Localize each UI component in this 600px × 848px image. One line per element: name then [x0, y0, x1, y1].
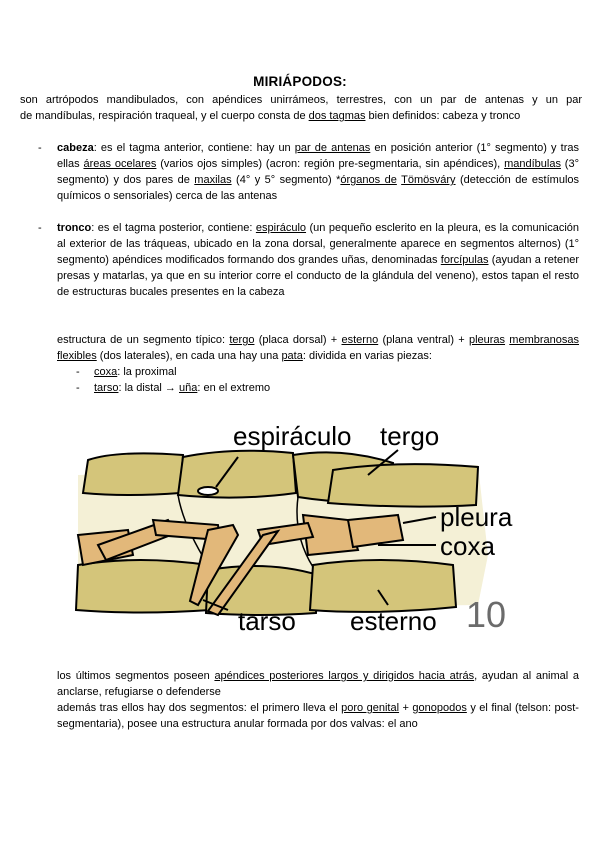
tergite-plate — [328, 464, 478, 506]
label-tergo: tergo — [380, 421, 440, 451]
bullet-dash: - — [38, 142, 42, 154]
term-organos-de: órganos de — [340, 174, 397, 186]
label-pleura: pleura — [440, 502, 513, 532]
cabeza-label: cabeza — [57, 142, 94, 154]
bullet-dash: - — [38, 222, 42, 234]
spiracle-mark — [198, 487, 218, 495]
sternite-plate — [310, 560, 456, 612]
segment-illustration — [58, 405, 538, 645]
list-item-tarso: tarso: la distal → uña: en el extremo — [94, 382, 271, 394]
term-poro-genital: poro genital — [341, 702, 400, 714]
term-espiraculo: espiráculo — [255, 222, 307, 234]
sternite-plate — [76, 560, 210, 613]
term-membranosas-flexibles: membranosas flexibles — [57, 334, 579, 362]
term-areas-ocelares: áreas ocelares — [83, 158, 157, 170]
ultimos-paragraph: los últimos segmentos poseen apéndices posteriores largos y dirigidos hacia atrás, ayudan al animal a anclarse, refugiarse o defenderse — [57, 670, 580, 698]
term-pleuras: pleuras — [468, 334, 506, 346]
intro-term-dos-tagmas: dos tagmas — [308, 110, 366, 122]
intro-line-2a: de mandíbulas, respiración traqueal, y el cuerpo consta de — [20, 110, 309, 122]
term-gonopodos: gonopodos — [412, 702, 467, 714]
tergite-plate — [83, 453, 183, 495]
tronco-paragraph: tronco: es el tagma posterior, contiene: espiráculo (un pequeño esclerito en la pleura, es la comunicación al exterior de las tráqueas, ubicado en la zona dorsal, generalmente aparece en segmentos alternos) (1° segmento) apéndices modificados formando dos grandes uñas, denominadas forcípulas (ayudan a retener presas y matarlas, ya que en su interior corre el conducto de la glándula del veneno), estos tapan el resto de estructuras bucales presentes en la cabeza — [57, 222, 579, 298]
term-forcipulas: forcípulas — [440, 254, 489, 266]
term-pata: pata — [281, 350, 303, 362]
intro-paragraph — [20, 92, 582, 124]
segmentos-finales-paragraph: además tras ellos hay dos segmentos: el primero lleva el poro genital + gonopodos y el final (telson: post-segmentaria), posee una estructura anular formada por dos valvas: el ano — [57, 702, 579, 730]
estructura-paragraph: estructura de un segmento típico: tergo (placa dorsal) + esterno (plana ventral) + pleuras membranosas flexibles (dos laterales), en cada una hay una pata: dividida en varias piezas: — [57, 334, 579, 362]
term-tergo: tergo — [229, 334, 255, 346]
intro-line-1: son artrópodos mandibulados, con apéndices unirrámeos, terrestres, con un par de antenas y un par — [20, 94, 582, 106]
term-par-de-antenas: par de antenas — [294, 142, 371, 154]
label-esterno: esterno — [350, 606, 437, 636]
bullet-dash: - — [76, 366, 80, 378]
list-item-coxa: coxa: la proximal — [94, 366, 177, 378]
label-espiraculo: espiráculo — [233, 421, 352, 451]
term-tomosvary: Tömösváry — [401, 174, 456, 186]
figure-number: 10 — [466, 594, 507, 635]
page-title: MIRIÁPODOS: — [253, 74, 347, 89]
bullet-dash: - — [76, 382, 80, 394]
tronco-label: tronco — [57, 222, 92, 234]
term-esterno: esterno — [341, 334, 379, 346]
cabeza-paragraph: cabeza: es el tagma anterior, contiene: hay un par de antenas en posición anterior (1° segmento) y tras ellas áreas ocelares (varios ojos simples) (acron: región pre-segmentaria, sin apéndices), mandíbulas (3° segmento) y dos pares de maxilas (4° y 5° segmento) *órganos de Tömösváry (detección de estímulos químicos o sensoriales) cerca de las antenas — [57, 142, 580, 202]
term-apendices-posteriores: apéndices posteriores largos y dirigidos hacia atrás — [214, 670, 475, 682]
intro-line-2b: bien definidos: cabeza y tronco — [365, 110, 521, 122]
term-mandibulas: mandíbulas — [504, 158, 561, 170]
label-tarso: tarso — [238, 606, 296, 636]
term-maxilas: maxilas — [194, 174, 232, 186]
label-coxa: coxa — [440, 531, 495, 561]
